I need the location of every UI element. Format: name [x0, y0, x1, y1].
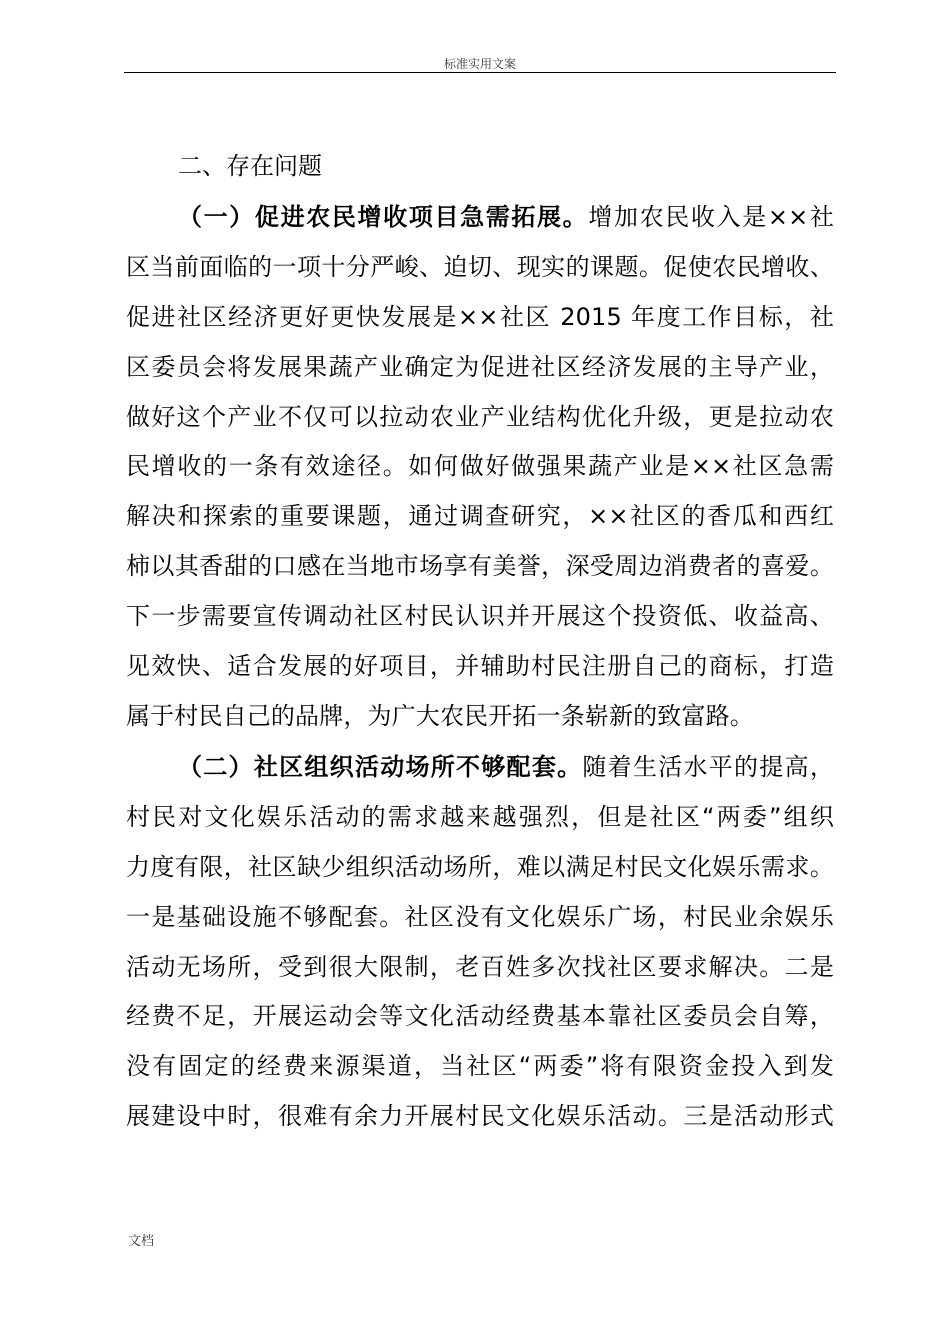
- section-heading: 二、存在问题: [178, 152, 322, 180]
- paragraph-2: [126, 743, 834, 1142]
- page-footer-label: 文档: [128, 1234, 155, 1249]
- paragraph-line: 没有固定的经费来源渠道，当社区“两委”将有限资金投入到发: [126, 1052, 834, 1081]
- paragraph-line: 一是基础设施不够配套。社区没有文化娱乐广场，村民业余娱乐: [126, 902, 834, 931]
- paragraph-line: 做好这个产业不仅可以拉动农业产业结构优化升级，更是拉动农: [126, 402, 834, 431]
- paragraph-line-text: 随着生活水平的提高，: [582, 753, 835, 781]
- paragraph-line: 村民对文化娱乐活动的需求越来越强烈，但是社区“两委”组织: [126, 802, 834, 831]
- paragraph-1: [126, 193, 834, 742]
- paragraph-line: 活动无场所，受到很大限制，老百姓多次找社区要求解决。二是: [126, 952, 834, 981]
- header-divider: [124, 72, 836, 73]
- paragraph-line: 柿以其香甜的口感在当地市场享有美誉，深受周边消费者的喜爱。: [126, 552, 834, 581]
- paragraph-line: 展建设中时，很难有余力开展村民文化娱乐活动。三是活动形式: [126, 1102, 834, 1131]
- paragraph-line: 见效快、适合发展的好项目，并辅助村民注册自己的商标，打造: [126, 652, 834, 681]
- paragraph-line: 促进社区经济更好更快发展是××社区 2015 年度工作目标，社: [126, 302, 834, 331]
- paragraph-line: 民增收的一条有效途径。如何做好做强果蔬产业是××社区急需: [126, 452, 834, 481]
- paragraph-line-text: 增加农民收入是××社: [588, 203, 835, 231]
- paragraph-line: 属于村民自己的品牌，为广大农民开拓一条崭新的致富路。: [126, 701, 754, 730]
- paragraph-line: 力度有限，社区缺少组织活动场所，难以满足村民文化娱乐需求。: [126, 852, 834, 881]
- paragraph-line: 解决和探索的重要课题，通过调查研究，××社区的香瓜和西红: [126, 502, 834, 531]
- paragraph-lead: （二）社区组织活动场所不够配套。: [178, 753, 583, 781]
- paragraph-line: 下一步需要宣传调动社区村民认识并开展这个投资低、收益高、: [126, 602, 834, 631]
- page-header-title: 标准实用文案: [443, 57, 516, 71]
- paragraph-line: 经费不足，开展运动会等文化活动经费基本靠社区委员会自筹，: [126, 1002, 834, 1031]
- paragraph-line: [126, 193, 834, 243]
- paragraph-line: 区委员会将发展果蔬产业确定为促进社区经济发展的主导产业，: [126, 352, 834, 381]
- paragraph-line: 区当前面临的一项十分严峻、迫切、现实的课题。促使农民增收、: [126, 252, 834, 281]
- paragraph-lead: （一）促进农民增收项目急需拓展。: [178, 203, 589, 231]
- paragraph-line: [126, 743, 834, 793]
